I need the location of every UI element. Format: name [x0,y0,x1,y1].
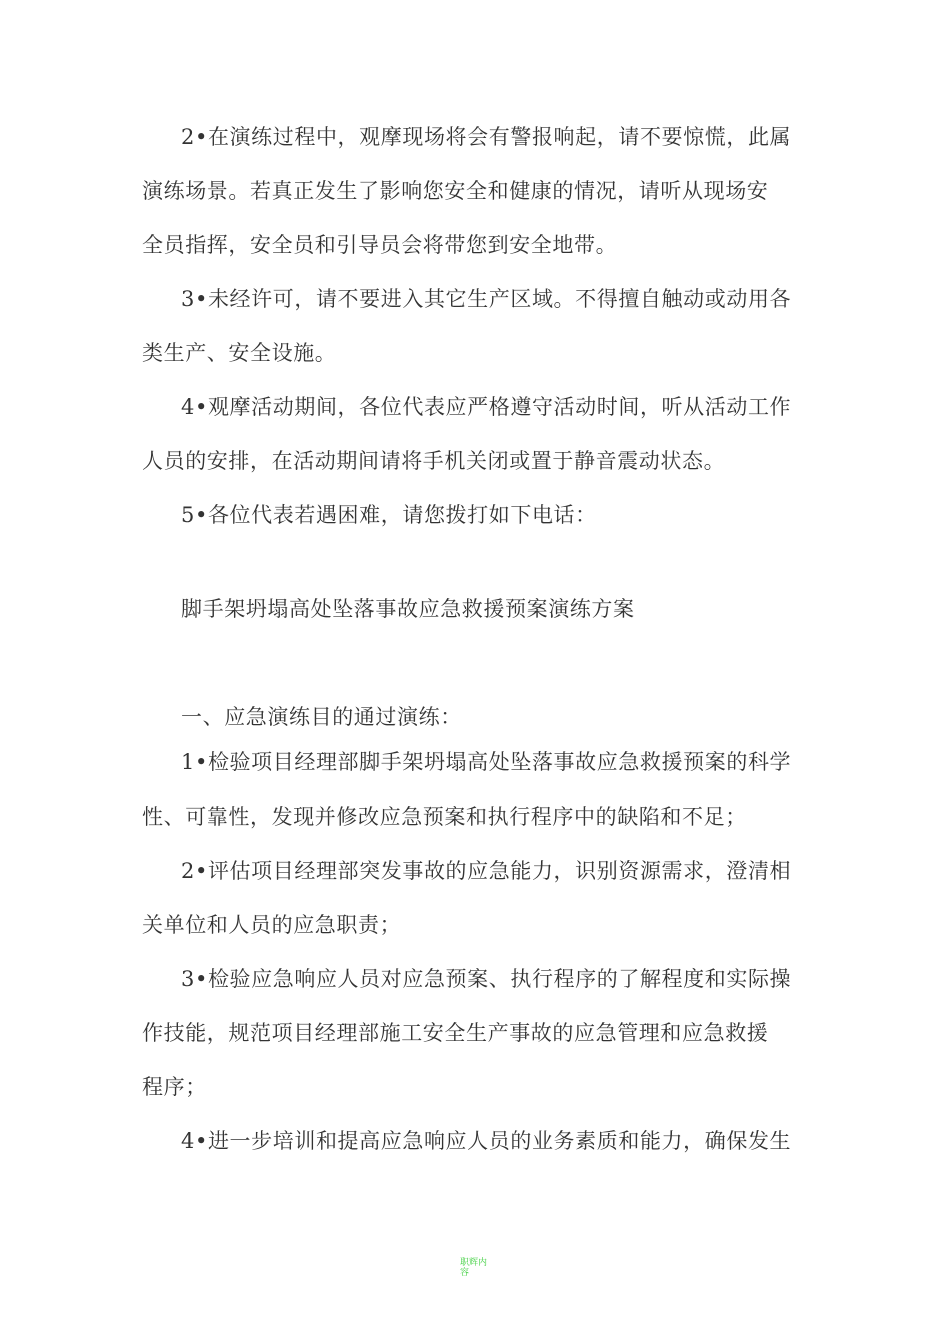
text-line: 2•在演练过程中，观摩现场将会有警报响起，请不要惊慌，此属 [181,125,792,149]
text-line: 作技能，规范项目经理部施工安全生产事故的应急管理和应急救援 [142,1021,769,1045]
text-line: 5•各位代表若遇困难，请您拨打如下电话： [181,503,597,527]
text-line: 关单位和人员的应急职责； [142,913,402,937]
text-line: 3•未经许可，请不要进入其它生产区域。不得擅自触动或动用各 [181,287,792,311]
text-line: 全员指挥，安全员和引导员会将带您到安全地带。 [142,233,618,257]
text-line: 4•观摩活动期间，各位代表应严格遵守活动时间，听从活动工作 [181,395,792,419]
text-line: 程序； [142,1075,207,1099]
text-line: 性、可靠性，发现并修改应急预案和执行程序中的缺陷和不足； [142,805,747,829]
section-heading: 一、应急演练目的通过演练： [181,705,462,729]
section-title: 脚手架坍塌高处坠落事故应急救援预案演练方案 [181,597,635,621]
text-line: 2•评估项目经理部突发事故的应急能力，识别资源需求，澄清相 [181,859,792,883]
text-line: 演练场景。若真正发生了影响您安全和健康的情况，请听从现场安 [142,179,769,203]
text-line: 类生产、安全设施。 [142,341,337,365]
text-line: 4•进一步培训和提高应急响应人员的业务素质和能力，确保发生 [181,1129,792,1153]
text-line: 人员的安排，在活动期间请将手机关闭或置于静音震动状态。 [142,449,726,473]
text-line: 3•检验应急响应人员对应急预案、执行程序的了解程度和实际操 [181,967,792,991]
footer-watermark: 职辉内容 [460,1258,488,1278]
text-line: 1•检验项目经理部脚手架坍塌高处坠落事故应急救援预案的科学 [181,750,792,774]
